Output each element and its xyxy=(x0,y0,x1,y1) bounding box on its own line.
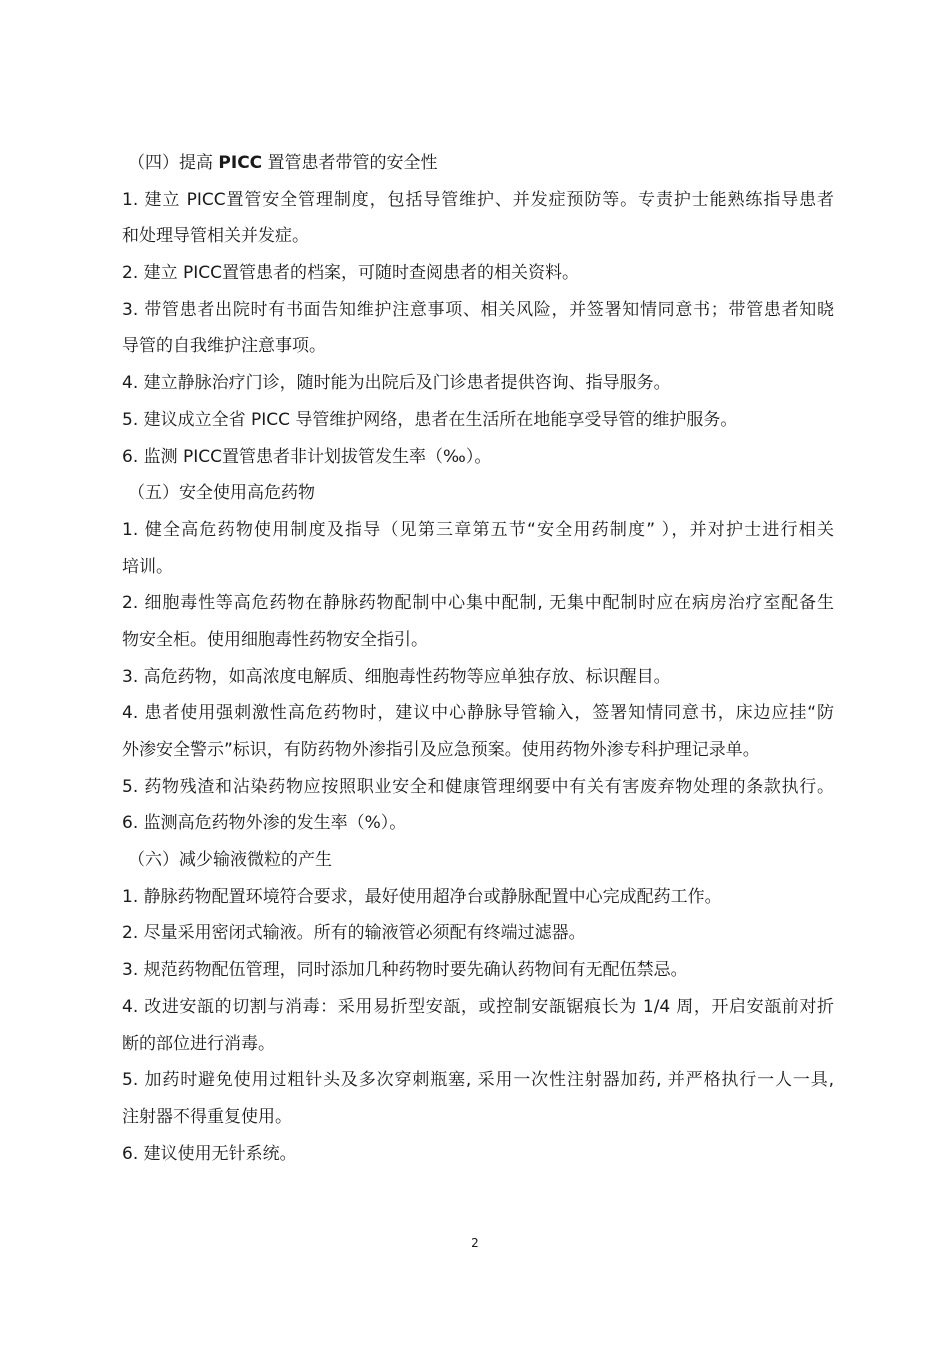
paragraph-line: 3. 规范药物配伍管理，同时添加几种药物时要先确认药物间有无配伍禁忌。 xyxy=(122,960,688,981)
paragraph-line: 6. 监测 PICC置管患者非计划拔管发生率（‰）。 xyxy=(122,446,492,467)
document-body xyxy=(122,145,834,1172)
paragraph-line: 6. 监测高危药物外渗的发生率（%）。 xyxy=(122,813,407,834)
paragraph-line: 外渗安全警示”标识，有防药物外渗指引及应急预案。使用药物外渗专科护理记录单。 xyxy=(122,740,760,760)
paragraph-line: 和处理导管相关并发症。 xyxy=(122,226,309,247)
heading-bold-term: PICC xyxy=(218,153,263,173)
paragraph-line: 4. 建立静脉治疗门诊，随时能为出院后及门诊患者提供咨询、指导服务。 xyxy=(122,373,671,394)
paragraph-line: 培训。 xyxy=(122,556,173,577)
paragraph-line: 物安全柜。使用细胞毒性药物安全指引。 xyxy=(122,629,428,650)
paragraph-line: 3. 高危药物，如高浓度电解质、细胞毒性药物等应单独存放、标识醒目。 xyxy=(122,666,671,687)
paragraph-line: 1. 建立 PICC置管安全管理制度，包括导管维护、并发症预防等。专责护士能熟练指导患者 xyxy=(122,189,834,210)
paragraph-line: 2. 细胞毒性等高危药物在静脉药物配制中心集中配制, 无集中配制时应在病房治疗室配备生 xyxy=(122,593,834,614)
paragraph-line: 导管的自我维护注意事项。 xyxy=(122,336,326,357)
paragraph-line: 断的部位进行消毒。 xyxy=(122,1033,275,1054)
section-heading-high-risk-drugs: （五）安全使用高危药物 xyxy=(128,483,315,504)
paragraph-line: 2. 建立 PICC置管患者的档案，可随时查阅患者的相关资料。 xyxy=(122,263,580,284)
paragraph-line: 5. 药物残渣和沾染药物应按照职业安全和健康管理纲要中有关有害废弃物处理的条款执行。 xyxy=(122,776,834,797)
paragraph-line: 2. 尽量采用密闭式输液。所有的输液管必须配有终端过滤器。 xyxy=(122,923,586,944)
heading-prefix: （四）提高 xyxy=(128,153,219,173)
paragraph-line: 6. 建议使用无针系统。 xyxy=(122,1143,297,1164)
paragraph-line: 5. 加药时避免使用过粗针头及多次穿刺瓶塞, 采用一次性注射器加药, 并严格执行一人一具, xyxy=(122,1070,834,1091)
paragraph-line: 4. 改进安瓿的切割与消毒：采用易折型安瓿，或控制安瓿锯痕长为 1/4 周，开启安瓿前对折 xyxy=(122,996,834,1017)
paragraph-line: 1. 静脉药物配置环境符合要求，最好使用超净台或静脉配置中心完成配药工作。 xyxy=(122,886,722,907)
paragraph-line: 3. 带管患者出院时有书面告知维护注意事项、相关风险，并签署知情同意书；带管患者知晓 xyxy=(122,299,834,320)
paragraph-line: 注射器不得重复使用。 xyxy=(122,1106,292,1127)
section-heading-picc xyxy=(122,145,834,182)
paragraph-line: 5. 建议成立全省 PICC 导管维护网络，患者在生活所在地能享受导管的维护服务。 xyxy=(122,409,738,430)
paragraph-line: 4. 患者使用强刺激性高危药物时，建议中心静脉导管输入，签署知情同意书，床边应挂“防 xyxy=(122,703,834,724)
page-number: 2 xyxy=(471,1236,479,1250)
section-heading-infusion-particles: （六）减少输液微粒的产生 xyxy=(128,850,332,871)
paragraph-line: 1. 健全高危药物使用制度及指导（见第三章第五节“安全用药制度” ），并对护士进行相关 xyxy=(122,519,834,540)
heading-suffix: 置管患者带管的安全性 xyxy=(262,153,438,173)
